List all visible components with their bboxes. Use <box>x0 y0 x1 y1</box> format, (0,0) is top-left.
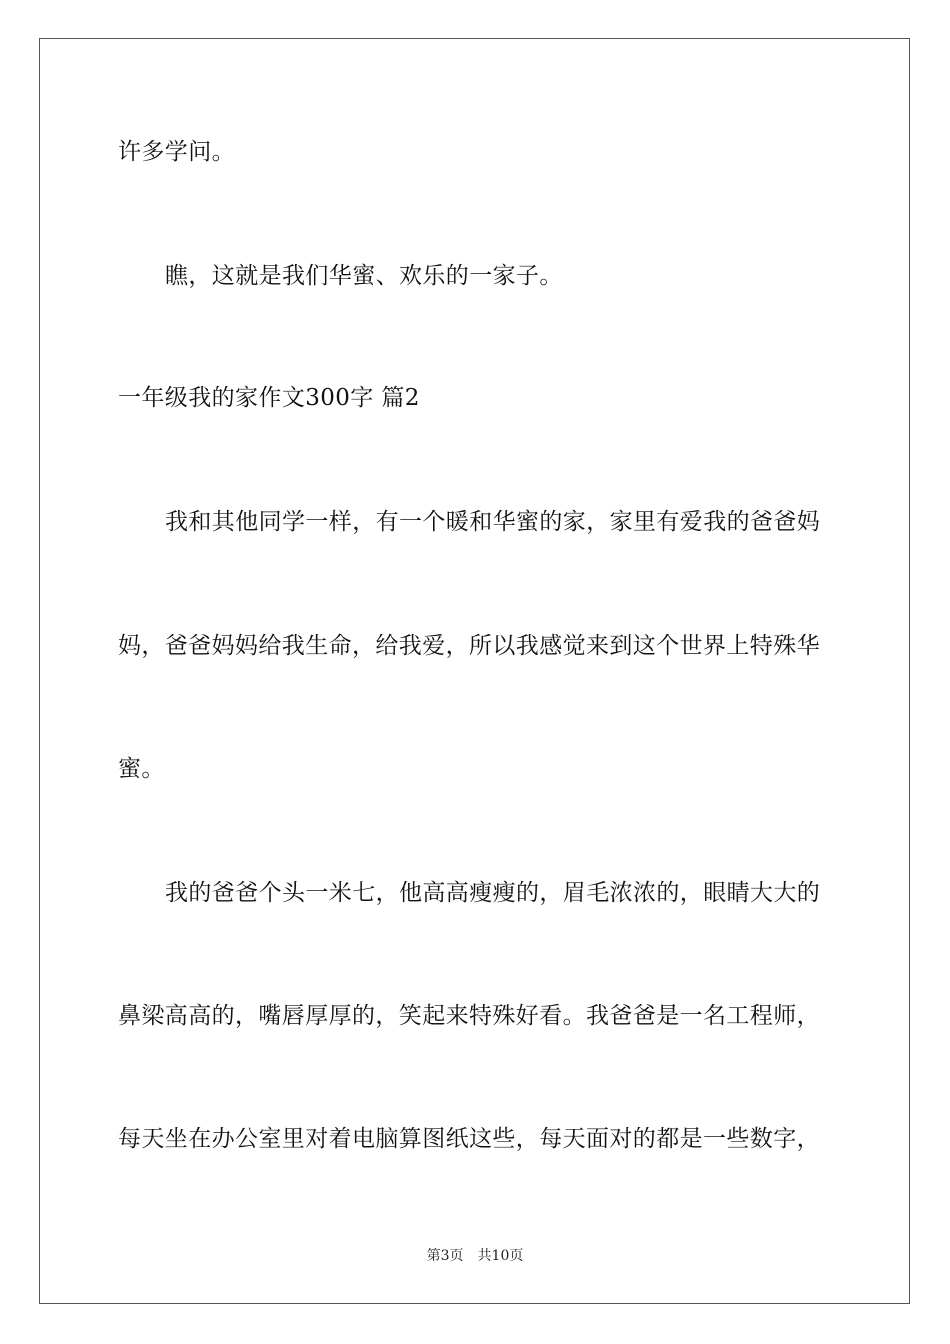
page-footer <box>0 1247 950 1265</box>
section-heading: 一年级我的家作文300字 篇2 <box>118 385 420 411</box>
text-line: 鼻梁高高的，嘴唇厚厚的，笑起来特殊好看。我爸爸是一名工程师， <box>118 1003 820 1029</box>
page-border <box>39 38 910 1304</box>
paragraph-line: 我的爸爸个头一米七，他高高瘦瘦的，眉毛浓浓的，眼睛大大的 <box>165 880 821 906</box>
text-line: 蜜。 <box>118 756 165 782</box>
text-line: 妈，爸爸妈妈给我生命，给我爱，所以我感觉来到这个世界上特殊华 <box>118 633 820 659</box>
paragraph-line: 我和其他同学一样，有一个暖和华蜜的家，家里有爱我的爸爸妈 <box>165 509 821 535</box>
text-line: 许多学问。 <box>118 139 235 165</box>
text-line: 每天坐在办公室里对着电脑算图纸这些，每天面对的都是一些数字， <box>118 1126 820 1152</box>
paragraph-line: 瞧，这就是我们华蜜、欢乐的一家子。 <box>165 263 563 289</box>
page-number: 第3页 <box>426 1248 464 1264</box>
page-total: 共10页 <box>477 1248 524 1264</box>
